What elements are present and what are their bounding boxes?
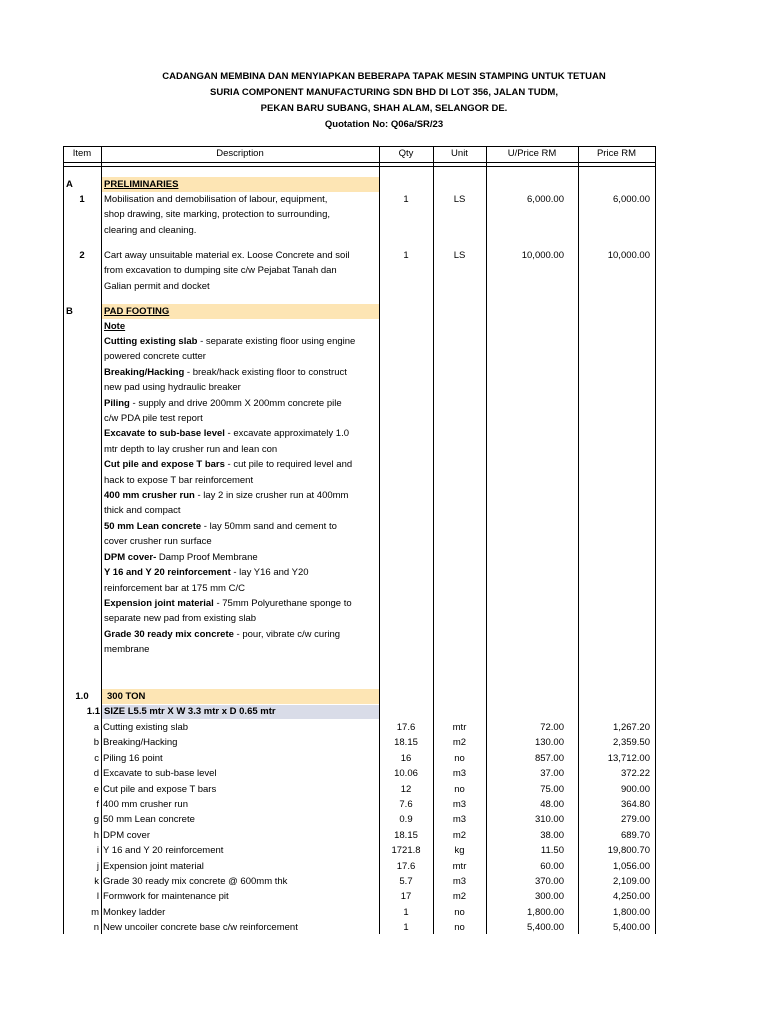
row-description: Cutting existing slab <box>103 722 189 733</box>
row-unit: no <box>454 906 465 918</box>
col-header-uprice: U/Price RM <box>507 148 557 159</box>
row-unit: m3 <box>452 768 467 780</box>
item-1-uprice: 6,000.00 <box>527 194 564 205</box>
row-letter: j <box>96 860 99 872</box>
row-description: Y 16 and Y 20 reinforcement <box>103 845 224 857</box>
note-item: Breaking/Hacking - break/hack existing floor to construct <box>104 366 347 378</box>
row-description: Piling 16 point <box>103 752 163 764</box>
col-header-qty: Qty <box>398 148 414 159</box>
row-unit: m3 <box>452 876 467 887</box>
row-qty: 17 <box>400 891 412 903</box>
row-price: 1,800.00 <box>613 906 650 918</box>
note-item: DPM cover- Damp Proof Membrane <box>104 551 258 563</box>
row-price: 2,359.50 <box>613 737 650 749</box>
col-line <box>101 146 102 934</box>
row-description: DPM cover <box>103 829 150 841</box>
row-letter: h <box>93 829 99 841</box>
row-unit: m2 <box>452 891 467 903</box>
row-description: Excavate to sub-base level <box>103 768 217 780</box>
row-uprice: 75.00 <box>540 783 564 795</box>
row-uprice: 48.00 <box>540 799 564 810</box>
row-letter: b <box>93 737 99 749</box>
row-description: Formwork for maintenance pit <box>103 891 229 903</box>
item-2-qty: 1 <box>403 250 409 261</box>
item-1-line: shop drawing, site marking, protection to surrounding, <box>104 209 331 221</box>
row-description: 50 mm Lean concrete <box>103 814 195 826</box>
notes-block <box>104 334 376 658</box>
row-letter: n <box>93 922 99 934</box>
col-header-description: Description <box>216 148 264 159</box>
title-line-3: PEKAN BARU SUBANG, SHAH ALAM, SELANGOR DE. <box>260 103 508 114</box>
item-1-line: Mobilisation and demobilisation of labour, equipment, <box>104 194 328 205</box>
note-item-cont: cover crusher run surface <box>104 536 212 548</box>
item-2-uprice: 10,000.00 <box>521 250 564 261</box>
row-letter: d <box>93 768 99 780</box>
col-header-item: Item <box>72 148 92 159</box>
row-price: 1,056.00 <box>613 860 650 872</box>
item-1-price: 6,000.00 <box>613 194 650 205</box>
item-2-price: 10,000.00 <box>607 250 650 261</box>
note-item-cont: reinforcement bar at 175 mm C/C <box>104 582 245 594</box>
item-2-unit: LS <box>453 250 466 261</box>
row-uprice: 370.00 <box>534 876 564 887</box>
col-line <box>655 146 656 934</box>
item-2-number: 2 <box>79 250 85 261</box>
row-price: 364.80 <box>620 799 650 810</box>
sub-number: 1.0 <box>75 691 89 702</box>
item-1-line: clearing and cleaning. <box>104 224 197 236</box>
note-item: Y 16 and Y 20 reinforcement - lay Y16 and Y20 <box>104 567 309 579</box>
section-a-letter: A <box>66 179 73 190</box>
row-unit: m3 <box>452 799 467 810</box>
row-letter: k <box>94 876 99 887</box>
row-qty: 0.9 <box>399 814 413 826</box>
row-unit: kg <box>454 845 465 857</box>
section-b-letter: B <box>66 306 73 317</box>
header-double-border <box>63 166 656 167</box>
row-qty: 12 <box>400 783 412 795</box>
item-1-unit: LS <box>453 194 466 205</box>
row-qty: 18.15 <box>394 737 418 749</box>
row-letter: i <box>96 845 99 857</box>
item-1-number: 1 <box>79 194 85 205</box>
row-unit: m3 <box>452 814 467 826</box>
row-qty: 7.6 <box>399 799 413 810</box>
item-2-description <box>104 248 376 294</box>
section-b-title: PAD FOOTING <box>104 306 170 317</box>
row-price: 4,250.00 <box>613 891 650 903</box>
row-uprice: 130.00 <box>534 737 564 749</box>
note-item-cont: membrane <box>104 644 150 656</box>
col-header-price: Price RM <box>596 148 637 159</box>
note-item: Expension joint material - 75mm Polyurethane sponge to <box>104 597 352 609</box>
row-qty: 1 <box>403 922 409 934</box>
row-uprice: 1,800.00 <box>527 906 564 918</box>
row-qty: 10.06 <box>394 768 418 780</box>
row-price: 689.70 <box>620 829 650 841</box>
col-header-unit: Unit <box>451 148 468 159</box>
row-qty: 1721.8 <box>391 845 421 857</box>
row-description: 400 mm crusher run <box>103 799 189 810</box>
row-uprice: 72.00 <box>540 722 564 733</box>
row-price: 2,109.00 <box>613 876 650 887</box>
row-unit: no <box>454 922 465 934</box>
row-uprice: 37.00 <box>540 768 564 780</box>
row-description: Expension joint material <box>103 860 204 872</box>
note-item-cont: thick and compact <box>104 505 181 517</box>
row-unit: mtr <box>452 860 467 872</box>
row-unit: mtr <box>452 722 467 733</box>
row-price: 900.00 <box>620 783 650 795</box>
note-item: Cutting existing slab - separate existing floor using engine <box>104 336 356 347</box>
row-price: 19,800.70 <box>607 845 650 857</box>
section-a-title: PRELIMINARIES <box>104 179 179 190</box>
quotation-number: Quotation No: Q06a/SR/23 <box>324 119 444 130</box>
note-item-cont: mtr depth to lay crusher run and lean con <box>104 443 278 455</box>
row-uprice: 5,400.00 <box>527 922 564 934</box>
row-description: Grade 30 ready mix concrete @ 600mm thk <box>103 876 288 887</box>
row-price: 13,712.00 <box>607 752 650 764</box>
row-uprice: 60.00 <box>540 860 564 872</box>
size-title: SIZE L5.5 mtr X W 3.3 mtr x D 0.65 mtr <box>104 706 276 717</box>
row-letter: f <box>96 799 99 810</box>
note-item: Grade 30 ready mix concrete - pour, vibrate c/w curing <box>104 628 341 640</box>
row-qty: 17.6 <box>396 860 416 872</box>
row-uprice: 310.00 <box>534 814 564 826</box>
row-letter: g <box>93 814 99 826</box>
note-item-cont: powered concrete cutter <box>104 351 206 363</box>
title-line-2: SURIA COMPONENT MANUFACTURING SDN BHD DI LOT 356, JALAN TUDM, <box>210 87 558 98</box>
row-description: Monkey ladder <box>103 906 166 918</box>
note-item-cont: separate new pad from existing slab <box>104 613 257 625</box>
row-letter: c <box>94 752 99 764</box>
row-uprice: 11.50 <box>540 845 564 857</box>
row-qty: 1 <box>403 906 409 918</box>
note-item: Excavate to sub-base level - excavate approximately 1.0 <box>104 428 350 440</box>
row-uprice: 38.00 <box>540 829 564 841</box>
sub-title: 300 TON <box>107 691 146 702</box>
row-letter: l <box>96 891 99 903</box>
row-letter: a <box>93 722 99 733</box>
row-letter: e <box>93 783 99 795</box>
item-2-line: Cart away unsuitable material ex. Loose Concrete and soil <box>104 250 350 261</box>
row-uprice: 857.00 <box>534 752 564 764</box>
row-description: Breaking/Hacking <box>103 737 178 749</box>
note-item-cont: c/w PDA pile test report <box>104 413 203 425</box>
note-item: 50 mm Lean concrete - lay 50mm sand and cement to <box>104 520 337 532</box>
row-qty: 16 <box>400 752 412 764</box>
item-2-line: Galian permit and docket <box>104 280 210 292</box>
row-qty: 17.6 <box>396 722 416 733</box>
note-item: 400 mm crusher run - lay 2 in size crusher run at 400mm <box>104 490 349 502</box>
size-number: 1.1 <box>86 706 100 717</box>
item-1-description <box>104 192 376 238</box>
row-unit: m2 <box>452 737 467 749</box>
row-unit: m2 <box>452 829 467 841</box>
row-price: 5,400.00 <box>613 922 650 934</box>
table-top-border <box>63 146 656 147</box>
note-item: Cut pile and expose T bars - cut pile to required level and <box>104 459 353 471</box>
row-uprice: 300.00 <box>534 891 564 903</box>
row-price: 1,267.20 <box>613 722 650 733</box>
note-item-cont: new pad using hydraulic breaker <box>104 382 241 394</box>
row-description: New uncoiler concrete base c/w reinforcement <box>103 922 298 934</box>
row-price: 372.22 <box>620 768 650 780</box>
row-qty: 18.15 <box>394 829 418 841</box>
header-bottom-border <box>63 162 656 163</box>
item-1-qty: 1 <box>403 194 409 205</box>
row-price: 279.00 <box>620 814 650 826</box>
note-item-cont: hack to expose T bar reinforcement <box>104 474 254 486</box>
item-2-line: from excavation to dumping site c/w Pejabat Tanah dan <box>104 265 337 277</box>
row-letter: m <box>91 906 99 918</box>
note-label: Note <box>104 321 126 332</box>
row-unit: no <box>454 783 465 795</box>
row-unit: no <box>454 752 465 764</box>
title-line-1: CADANGAN MEMBINA DAN MENYIAPKAN BEBERAPA TAPAK MESIN STAMPING UNTUK TETUAN <box>162 71 606 82</box>
note-item: Piling - supply and drive 200mm X 200mm concrete pile <box>104 397 342 409</box>
row-qty: 5.7 <box>399 876 413 887</box>
row-description: Cut pile and expose T bars <box>103 783 217 795</box>
